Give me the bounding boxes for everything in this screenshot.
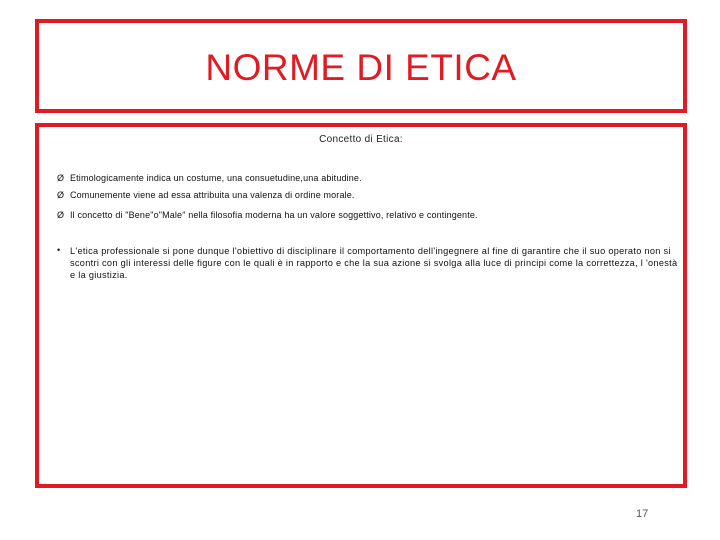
title-box bbox=[35, 19, 687, 113]
bullet-text: Etimologicamente indica un costume, una consuetudine,una abitudine. bbox=[70, 173, 362, 183]
page-number: 17 bbox=[636, 508, 649, 520]
arrow-bullet-icon: Ø bbox=[57, 210, 65, 220]
content-box bbox=[35, 123, 687, 488]
arrow-bullet-icon: Ø bbox=[57, 190, 65, 200]
arrow-bullet-icon: Ø bbox=[57, 173, 65, 183]
slide-subtitle: Concetto di Etica: bbox=[319, 134, 403, 145]
dot-bullet-icon: • bbox=[57, 245, 61, 255]
bullet-text: Comunemente viene ad essa attribuita una valenza di ordine morale. bbox=[70, 190, 355, 200]
paragraph-text: L'etica professionale si pone dunque l'obiettivo di disciplinare il comportamento dell'ingegnere al fine di garantire che il suo operato non si scontri con gli interessi delle figure con le quali è in rapporto e che la sua azione si svolga alla luce di principi come la correttezza, l 'onestà e la giustizia. bbox=[70, 246, 678, 280]
bullet-text: Il concetto di "Bene"o"Male" nella filosofia moderna ha un valore soggettivo, relativo e contingente. bbox=[70, 210, 478, 220]
slide-title: NORME DI ETICA bbox=[205, 47, 517, 88]
